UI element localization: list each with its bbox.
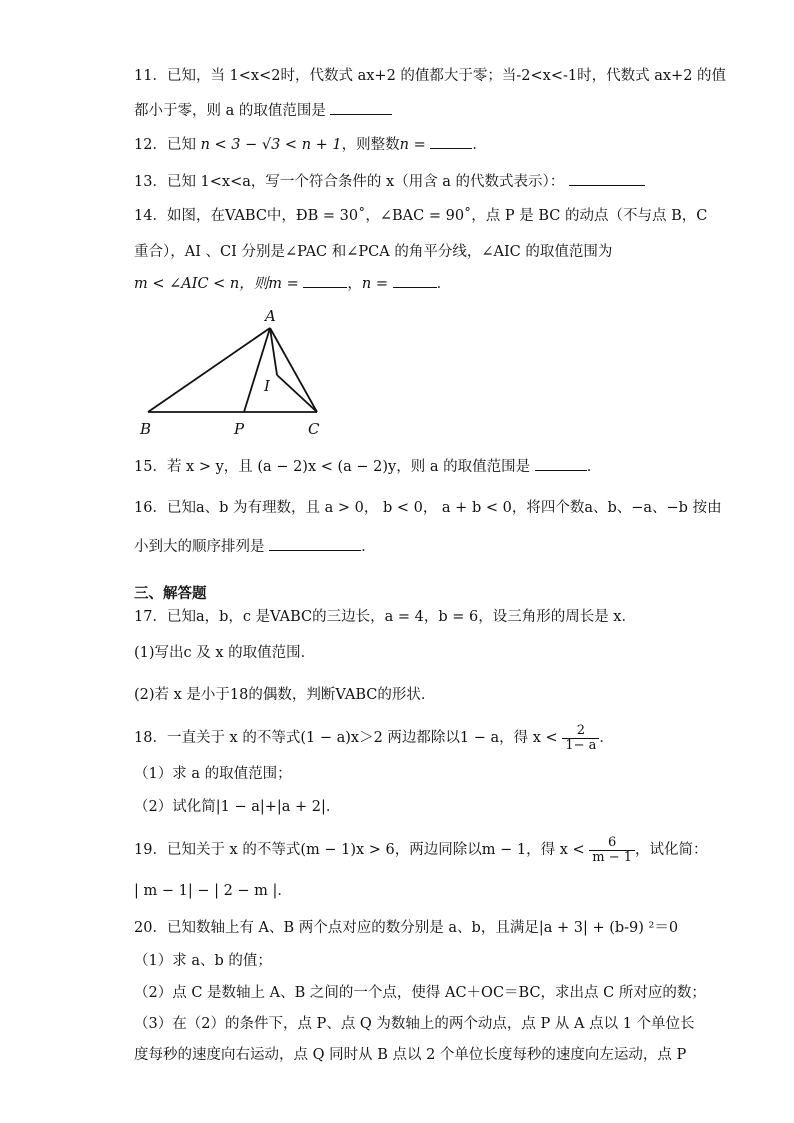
q19-suffix: ，试化简： — [635, 842, 708, 858]
q16-line2 — [134, 536, 674, 557]
segment-ab — [148, 328, 270, 412]
q18-numerator: 2 — [562, 724, 599, 739]
q11-line2 — [134, 100, 674, 121]
segment-ap — [244, 328, 270, 412]
q19-numerator: 6 — [589, 836, 635, 851]
q15-text: 15．若 x > y，且 (a − 2)x < (a − 2)y，则 a 的取值范围是 — [134, 459, 531, 475]
q18-denominator: 1− a — [565, 737, 597, 753]
q12-end: ． — [472, 137, 487, 153]
q16-line2-text: 小到大的顺序排列是 — [134, 539, 265, 555]
segment-ci — [277, 375, 317, 412]
q20-sub3: （3）在（2）的条件下，点 P、点 Q 为数轴上的两个动点，点 P 从 A 点以 1 个单位长 — [134, 1016, 695, 1032]
q12-variable: n = — [399, 137, 426, 153]
q12-prefix: 12．已知 — [134, 137, 196, 153]
q20-sub1: （1）求 a、b 的值； — [134, 953, 272, 969]
triangle-diagram — [134, 305, 334, 445]
q11-answer-blank[interactable] — [330, 100, 392, 115]
q18-line — [134, 718, 674, 758]
q19-line2: | m − 1| − | 2 − m |． — [134, 883, 292, 899]
q11-line1: 11．已知，当 1<x<2时，代数式 ax+2 的值都大于零；当-2<x<-1时，代数式 ax+2 的值 — [134, 68, 727, 84]
q18-sub1: （1）求 a 的取值范围； — [134, 766, 292, 782]
q14-n-var: n = — [361, 276, 389, 292]
q14-n-blank[interactable] — [393, 273, 437, 288]
q16-end: ． — [361, 539, 376, 555]
q15-answer-blank[interactable] — [535, 456, 587, 471]
q16-answer-blank[interactable] — [269, 536, 361, 551]
q13-text: 13．已知 1<x<a，写一个符合条件的 x（用含 a 的代数式表示）： — [134, 174, 565, 190]
q19-line1 — [134, 830, 708, 870]
q14-line3 — [134, 273, 674, 294]
q19-denominator: m − 1 — [592, 849, 633, 865]
q17-sub2: (2)若 x 是小于18的偶数，判断VABC的形状． — [134, 687, 436, 703]
label-a: A — [265, 307, 276, 325]
q18-sub2: （2）试化简|1 − a|+|a + 2|． — [134, 799, 341, 815]
label-b: B — [140, 420, 152, 438]
q18-fraction — [562, 724, 599, 753]
q20-sub2: （2）点 C 是数轴上 A、B 之间的一个点，使得 AC＋OC＝BC，求出点 C 所对应的数； — [134, 985, 706, 1001]
q12-expression: n < 3 − √3 < n + 1 — [200, 137, 342, 153]
q15-line — [134, 456, 674, 477]
q18-end: ． — [599, 730, 614, 746]
q19-prefix: 19．已知关于 x 的不等式(m − 1)x > 6，两边同除以m − 1，得 x < — [134, 842, 585, 858]
q12-suffix: ，则整数 — [341, 137, 400, 153]
q13-line — [134, 171, 674, 192]
q14-comma: ， — [347, 276, 362, 292]
section-title-answers: 三、解答题 — [134, 586, 207, 602]
q20-sub4: 度每秒的速度向右运动，点 Q 同时从 B 点以 2 个单位长度每秒的速度向左运动，点 P — [134, 1047, 687, 1063]
label-i: I — [264, 377, 270, 395]
q14-range-text: m < ∠AIC < n，则 — [134, 276, 269, 292]
q15-end: ． — [586, 459, 602, 475]
q11-line2-text: 都小于零，则 a 的取值范围是 — [134, 103, 326, 119]
q17-line1: 17．已知a，b，c 是VABC的三边长，a = 4，b = 6，设三角形的周长是 x． — [134, 609, 636, 625]
label-c: C — [308, 420, 320, 438]
q19-fraction — [589, 836, 635, 865]
q20-line1: 20．已知数轴上有 A、B 两个点对应的数分别是 a、b，且满足|a + 3| + (b-9) ²＝0 — [134, 920, 679, 936]
q14-m-var: m = — [268, 276, 299, 292]
q12-answer-blank[interactable] — [430, 134, 472, 149]
q14-line1: 14．如图，在VABC中，ÐB = 30˚，∠BAC = 90˚，点 P 是 BC 的动点（不与点 B，C — [134, 208, 708, 224]
q16-line1: 16．已知a、b 为有理数，且 a > 0， b < 0， a + b < 0，将四个数a、b、−a、−b 按由 — [134, 500, 722, 516]
q13-answer-blank[interactable] — [569, 171, 645, 186]
q17-sub1: (1)写出c 及 x 的取值范围． — [134, 645, 316, 661]
label-p: P — [234, 420, 245, 438]
q14-end: ． — [436, 276, 452, 292]
q14-line2: 重合），AI 、CI 分别是∠PAC 和∠PCA 的角平分线，∠AIC 的取值范围为 — [134, 244, 613, 260]
q12-line — [134, 134, 674, 155]
triangle-figure — [134, 305, 334, 445]
q18-prefix: 18．一直关于 x 的不等式(1 − a)x＞2 两边都除以1 − a，得 x < — [134, 730, 558, 746]
q14-m-blank[interactable] — [303, 273, 347, 288]
